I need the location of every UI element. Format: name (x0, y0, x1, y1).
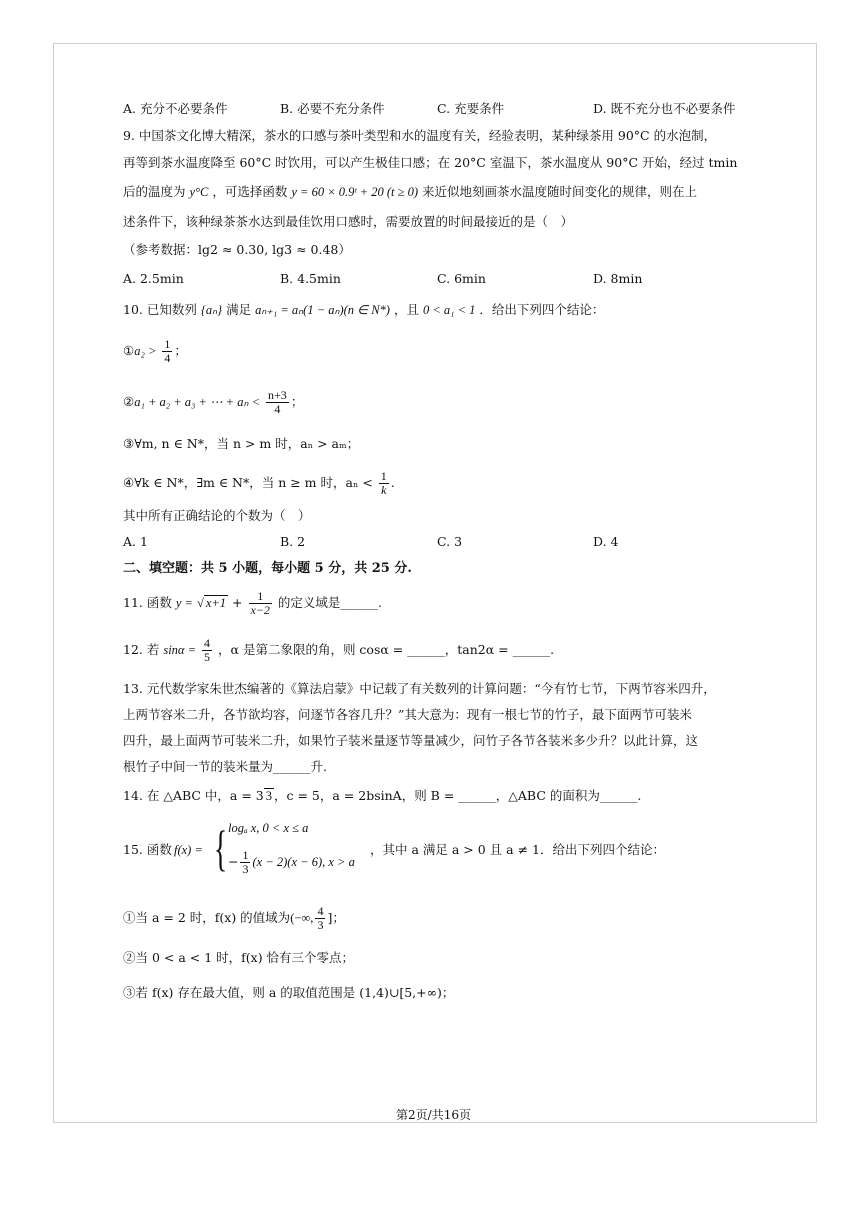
q12-c: ，α 是第二象限的角，则 cosα = ______，tan2α = ______. (218, 642, 555, 657)
q10-c4-num: 1 (380, 469, 387, 483)
q15-case2-minus: − (228, 854, 239, 869)
q15-case-1: logₐ x, 0 < x ≤ a (228, 821, 309, 835)
q14-radicand: 3 (265, 789, 272, 803)
q13-line-1: 13. 元代数学家朱世杰编著的《算法启蒙》中记载了有关数列的计算问题：“今有竹七节，下两节容米四升， (123, 681, 716, 696)
q8-option-a: A. 充分不必要条件 (123, 101, 228, 116)
q9-temp-var: y°C (189, 185, 209, 199)
q9-formula: y = 60 × 0.9ᵗ + 20 (t ≥ 0) (291, 185, 418, 199)
q11-d: 的定义域是______. (277, 595, 382, 610)
section-2-heading: 二、填空题：共 5 小题，每小题 5 分，共 25 分. (123, 561, 412, 576)
q10-c2-end: ； (290, 394, 304, 409)
q10-conclusion-1 (123, 338, 187, 365)
q15-c1-interval: (−∞, (290, 911, 314, 925)
q15-brace: { (214, 820, 228, 876)
q10-c4-end: . (390, 475, 395, 490)
q15-conclusion-3: ③若 f(x) 存在最大值，则 a 的取值范围是 (1,4)∪[5,+∞)； (123, 985, 455, 1000)
q9-line-2: 再等到茶水温度降至 60°C 时饮用，可以产生极佳口感；在 20°C 室温下，茶水温度从 90°C 开始，经过 tmin (123, 155, 738, 170)
q15-fx: f(x) = (174, 843, 203, 857)
q14-a: 14. 在 △ABC 中，a = 3 (123, 788, 264, 803)
q15-c1-den: 3 (317, 918, 324, 932)
q11-plus: + (232, 595, 243, 610)
q15-a: 15. 函数 (123, 842, 172, 857)
q15-c1-fraction (315, 905, 325, 932)
q8-option-d: D. 既不充分也不必要条件 (593, 101, 736, 116)
q11-fraction (249, 590, 272, 617)
q11-den: x−2 (250, 603, 270, 617)
q10-stem-c: ，且 (393, 302, 419, 317)
q10-stem-a: 10. 已知数列 (123, 302, 197, 317)
q8-option-c: C. 充要条件 (437, 101, 505, 116)
q10-option-c: C. 3 (437, 534, 463, 549)
q9-line-1: 9. 中国茶文化博大精深，茶水的口感与茶叶类型和水的温度有关，经验表明，某种绿茶用 90°C 的水泡制， (123, 128, 717, 143)
q10-stem-b: 满足 (226, 302, 252, 317)
q10-stem-d: ．给出下列四个结论： (479, 302, 605, 317)
q11-num: 1 (257, 589, 264, 603)
q10-c1-expr: a₂ > (134, 344, 157, 358)
q12 (123, 637, 554, 664)
q11-y: y = (175, 596, 193, 610)
q10-c1-fraction (162, 338, 172, 365)
q10-c1-den: 4 (164, 351, 171, 365)
q10-c1-end: ； (174, 343, 187, 358)
q9-line-4: 述条件下，该种绿茶茶水达到最佳饮用口感时，需要放置的时间最接近的是（ ） (123, 214, 574, 229)
q10-option-d: D. 4 (593, 534, 619, 549)
q15-case-2 (228, 849, 355, 876)
q10-conclusion-2 (123, 389, 303, 416)
q12-den: 5 (204, 650, 211, 664)
q15-case2-den: 3 (242, 862, 249, 876)
q10-c1-num: 1 (164, 337, 171, 351)
q10-conclusion-4 (123, 470, 395, 497)
q9-line3-text-d: 来近似地刻画茶水温度随时间变化的规律，则在上 (421, 184, 697, 199)
q12-fraction (202, 637, 212, 664)
q13-line-2: 上两节容米二升，各节欲均容，问逐节各容几升？”其大意为：现有一根七节的竹子，最下面两节可装米 (123, 707, 692, 722)
q8-option-b: B. 必要不充分条件 (280, 101, 385, 116)
q9-reference: （参考数据：lg2 ≈ 0.30, lg3 ≈ 0.48） (123, 242, 351, 257)
q9-option-c: C. 6min (437, 271, 486, 286)
q9-line3-text-c: ，可选择函数 (212, 184, 288, 199)
q10-option-b: B. 2 (280, 534, 306, 549)
q14-b: ，c = 5，a = 2bsinA，则 B = ______，△ABC 的面积为______. (274, 788, 642, 803)
q10-c2-num: n+3 (268, 388, 287, 402)
q10-sequence: {aₙ} (200, 303, 223, 317)
q12-num: 4 (204, 636, 211, 650)
q11-root-sign: √ (196, 596, 204, 610)
q10-c4-fraction (379, 470, 389, 497)
q11-a: 11. 函数 (123, 595, 172, 610)
q15-case2-expr: (x − 2)(x − 6), x > a (252, 855, 355, 869)
q11 (123, 590, 382, 617)
q12-sin: sinα = (163, 643, 197, 657)
q15-c: ，其中 a 满足 a > 0 且 a ≠ 1．给出下列四个结论： (370, 842, 665, 857)
q10-condition: 0 < a₁ < 1 (422, 303, 476, 317)
q10-recurrence: aₙ₊₁ = aₙ(1 − aₙ)(n ∈ N*) (255, 303, 390, 317)
q15-c1-num: 4 (317, 904, 324, 918)
q15-conclusion-1 (123, 905, 345, 932)
q10-c4-den: k (379, 483, 389, 497)
q9-option-b: B. 4.5min (280, 271, 341, 286)
q10-c2-fraction (266, 389, 289, 416)
q15-case2-num: 1 (242, 848, 249, 862)
page-footer: 第2页/共16页 (396, 1108, 471, 1122)
q14 (123, 788, 641, 804)
q9-option-a: A. 2.5min (123, 271, 184, 286)
q12-a: 12. 若 (123, 642, 160, 657)
q9-line-3 (123, 184, 697, 200)
q15-conclusion-2: ②当 0 < a < 1 时，f(x) 恰有三个零点； (123, 950, 355, 965)
q10-conclusion-3: ③∀m, n ∈ N*，当 n > m 时，aₙ > aₘ； (123, 436, 360, 451)
q10-c2-expr: a₁ + a₂ + a₃ + ⋯ + aₙ < (134, 395, 261, 409)
q10-c2-marker: ② (123, 394, 135, 409)
q9-option-d: D. 8min (593, 271, 643, 286)
q13-line-4: 根竹子中间一节的装米量为______升. (123, 759, 327, 774)
q11-radicand: x+1 (205, 596, 227, 610)
q13-line-3: 四升，最上面两节可装米二升，如果竹子装米量逐节等量减少，问竹子各节各装米多少升？以此计算，这 (123, 733, 699, 748)
q10-option-a: A. 1 (123, 534, 148, 549)
q15-c1-end: ]； (327, 910, 345, 925)
q15-case2-fraction (240, 849, 250, 876)
q15-c1-text: ①当 a = 2 时，f(x) 的值域为 (123, 910, 291, 925)
q9-line3-text-a: 后的温度为 (123, 184, 186, 199)
q10-c4-text: ④∀k ∈ N*，∃m ∈ N*，当 n ≥ m 时，aₙ < (123, 475, 373, 490)
q10-stem (123, 302, 604, 318)
q10-ask: 其中所有正确结论的个数为（ ） (123, 508, 311, 523)
q10-c2-den: 4 (266, 402, 289, 416)
q10-c1-marker: ① (123, 343, 135, 358)
